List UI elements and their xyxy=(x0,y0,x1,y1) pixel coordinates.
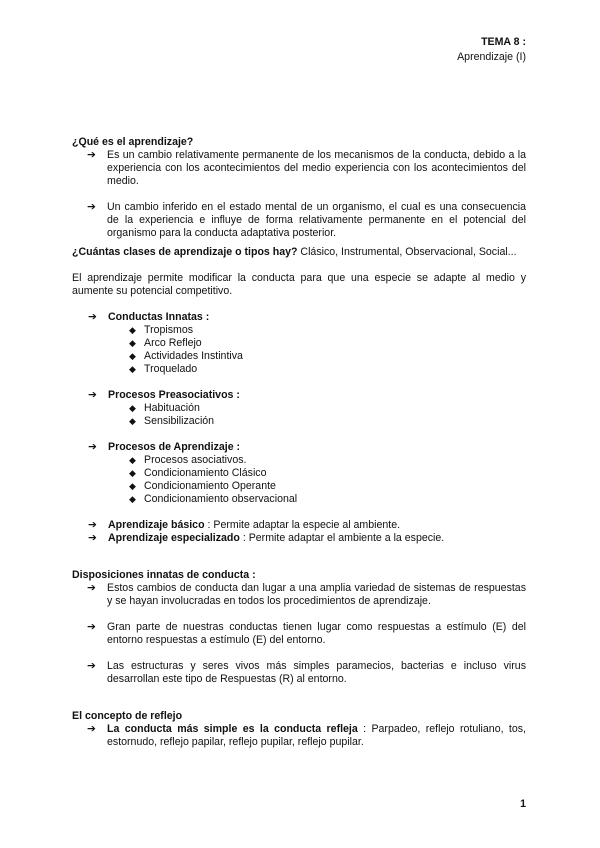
section-heading-what-is-learning: ¿Qué es el aprendizaje? xyxy=(72,136,194,148)
types-question: ¿Cuántas clases de aprendizaje o tipos hay? xyxy=(72,246,298,258)
diamond-bullet-icon: ◆ xyxy=(129,468,136,478)
list-item xyxy=(72,337,526,350)
diamond-bullet-icon: ◆ xyxy=(129,325,136,335)
definition-text: Es un cambio relativamente permanente de los mecanismos de la conducta, debido a la experiencia con los acontecimientos del medio experiencia con los acontecimientos del medio. xyxy=(107,149,526,187)
diamond-bullet-icon: ◆ xyxy=(129,403,136,413)
definition-text: Un cambio inferido en el estado mental de un organismo, el cual es una consecuencia de la experiencia e influye de forma relativamente permanente en el potencial del organismo para la conducta adaptativa posterior. xyxy=(107,201,526,239)
list-item-text: Condicionamiento observacional xyxy=(144,493,298,505)
arrow-icon: ➔ xyxy=(87,660,96,672)
arrow-icon: ➔ xyxy=(88,311,97,323)
arrow-icon: ➔ xyxy=(88,441,97,453)
term: Aprendizaje básico xyxy=(108,519,205,531)
arrow-icon: ➔ xyxy=(87,582,96,594)
diamond-bullet-icon: ◆ xyxy=(129,481,136,491)
definition-item xyxy=(72,149,526,188)
list-item xyxy=(72,324,526,337)
section-heading-reflex: El concepto de reflejo xyxy=(72,710,183,722)
list-item-text: Condicionamiento Operante xyxy=(144,480,276,492)
group-procesos-preasociativos xyxy=(72,389,526,402)
diamond-bullet-icon: ◆ xyxy=(129,351,136,361)
innate-text: Gran parte de nuestras conductas tienen lugar como respuestas a estímulo (E) del entorno respuestas a estímulo (E) del entorno. xyxy=(107,621,526,646)
definition-item xyxy=(72,201,526,240)
diamond-bullet-icon: ◆ xyxy=(129,455,136,465)
term: Aprendizaje especializado xyxy=(108,532,240,544)
innate-text: Las estructuras y seres vivos más simples paramecios, bacterias e incluso virus desarrollan este tipo de Respuestas (R) al entorno. xyxy=(107,660,526,685)
innate-text: Estos cambios de conducta dan lugar a una amplia variedad de sistemas de respuestas y se hayan involucradas en todos los procedimientos de aprendizaje. xyxy=(107,582,526,607)
diamond-bullet-icon: ◆ xyxy=(129,494,136,504)
arrow-icon: ➔ xyxy=(88,389,97,401)
list-item-text: Sensibilización xyxy=(144,415,215,427)
term-description: : Parpadeo, reflejo rotuliano, tos, estornudo, reflejo papilar, reflejo pupilar, reflejo pupilar. xyxy=(107,723,526,748)
learning-specialized-item xyxy=(72,532,526,545)
list-item xyxy=(72,454,526,467)
arrow-icon: ➔ xyxy=(87,201,96,213)
list-item xyxy=(72,350,526,363)
term-description: : Permite adaptar el ambiente a la especie. xyxy=(239,532,445,544)
term-description: : Permite adaptar la especie al ambiente. xyxy=(204,519,401,531)
types-paragraph xyxy=(72,246,526,259)
intro-paragraph: El aprendizaje permite modificar la conducta para que una especie se adapte al medio y aumente su potencial competitivo. xyxy=(72,272,526,297)
learning-basic-item xyxy=(72,519,526,532)
arrow-icon: ➔ xyxy=(88,519,97,531)
arrow-icon: ➔ xyxy=(88,532,97,544)
list-item xyxy=(72,480,526,493)
list-item-text: Actividades Instintiva xyxy=(144,350,243,362)
group-title: Procesos Preasociativos : xyxy=(108,389,240,401)
list-item xyxy=(72,467,526,480)
list-item xyxy=(72,415,526,428)
group-procesos-aprendizaje xyxy=(72,441,526,454)
innate-item xyxy=(72,621,526,647)
innate-item xyxy=(72,582,526,608)
section-heading-innate-dispositions: Disposiciones innatas de conducta : xyxy=(72,569,256,581)
list-item xyxy=(72,493,526,506)
term: La conducta más simple es la conducta refleja xyxy=(107,723,358,735)
group-list xyxy=(72,402,526,428)
innate-item xyxy=(72,660,526,686)
header-title: TEMA 8 : xyxy=(481,36,526,48)
group-title: Procesos de Aprendizaje : xyxy=(108,441,241,453)
diamond-bullet-icon: ◆ xyxy=(129,364,136,374)
diamond-bullet-icon: ◆ xyxy=(129,416,136,426)
diamond-bullet-icon: ◆ xyxy=(129,338,136,348)
types-answer: Clásico, Instrumental, Observacional, Social... xyxy=(297,246,517,258)
group-conductas-innatas xyxy=(72,311,526,324)
list-item-text: Tropismos xyxy=(144,324,194,336)
list-item-text: Habituación xyxy=(144,402,200,414)
group-title: Conductas Innatas : xyxy=(108,311,210,323)
page-number: 1 xyxy=(520,798,526,810)
header-subtitle: Aprendizaje (I) xyxy=(457,51,526,63)
arrow-icon: ➔ xyxy=(87,149,96,161)
list-item xyxy=(72,402,526,415)
group-list xyxy=(72,454,526,506)
arrow-icon: ➔ xyxy=(87,621,96,633)
list-item-text: Arco Reflejo xyxy=(144,337,202,349)
list-item-text: Condicionamiento Clásico xyxy=(144,467,267,479)
list-item xyxy=(72,363,526,376)
document-body xyxy=(72,136,526,749)
list-item-text: Troquelado xyxy=(144,363,198,375)
arrow-icon: ➔ xyxy=(87,723,96,735)
reflex-item xyxy=(72,723,526,749)
list-item-text: Procesos asociativos. xyxy=(144,454,247,466)
group-list xyxy=(72,324,526,376)
